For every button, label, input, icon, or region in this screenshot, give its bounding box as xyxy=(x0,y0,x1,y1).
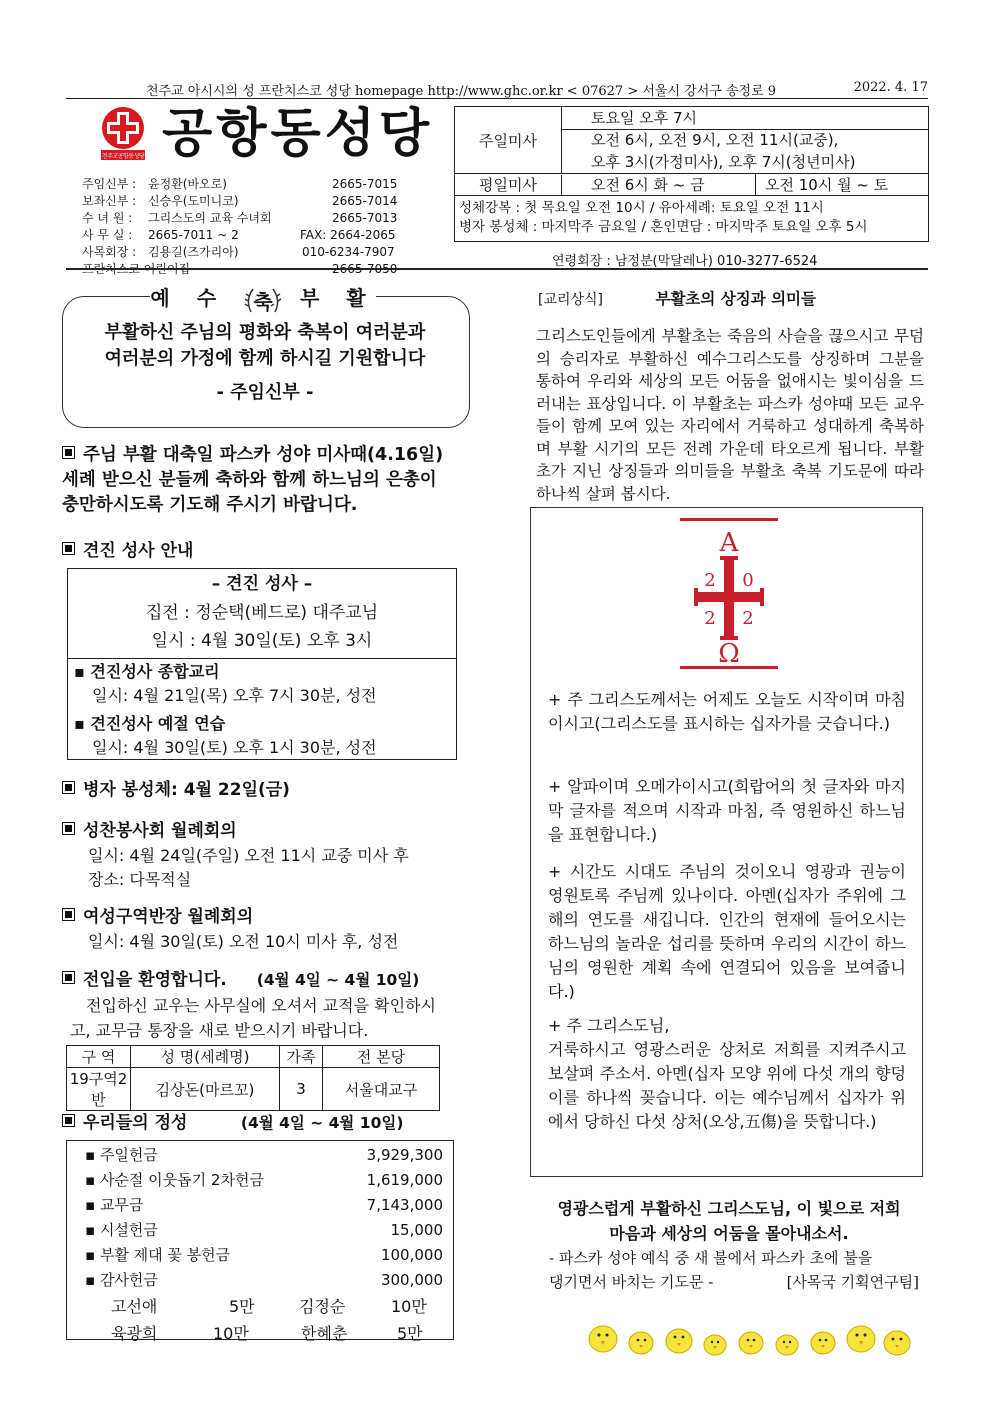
omega-glyph: Ω xyxy=(718,639,740,669)
catechism-heading xyxy=(538,287,816,309)
prayer-source: - 파스카 성야 예식 중 새 불에서 파스카 초에 불을 댕기면서 바치는 기도문 - [사목국 기획연구팀] xyxy=(549,1249,919,1291)
confirmation-box xyxy=(67,568,457,760)
alpha-glyph: A xyxy=(719,528,739,558)
offering-box xyxy=(66,1140,454,1343)
bullet-icon xyxy=(62,1114,75,1127)
choir-meeting: 성찬봉사회 월례회의 일시: 4월 24일(주일) 오전 11시 교중 미사 후 장소: 다목적실 xyxy=(62,818,462,892)
bullet-icon xyxy=(62,542,75,555)
easter-heading: 예 수 축 부 활 xyxy=(150,282,376,314)
transfer-table xyxy=(66,1045,440,1111)
donor-row: 육광희 10만 한혜춘 5만 xyxy=(111,1324,423,1343)
logo-text: 천주교공항동성당 xyxy=(101,153,145,160)
year-digit: 2 xyxy=(704,608,716,629)
sunday-mass-times: 토요일 오후 7시 오전 6시, 오전 9시, 오전 11시(교중), 오후 3시(가정미사), 오후 7시(청년미사) xyxy=(591,109,856,171)
confirmation-datetime: 일시 : 4월 30일(토) 오후 3시 xyxy=(151,631,373,651)
year-digit: 2 xyxy=(742,608,754,629)
paschal-cross-icon xyxy=(680,518,778,670)
chicks-decoration-icon xyxy=(583,1315,916,1357)
explanation-5: 거룩하시고 영광스러운 상처로 저희를 지켜주시고 보살펴 주소서. 아멘(십자 모양 위에 다섯 개의 향덩이를 하나씩 꽂습니다. 이는 예수님께서 십자가 위에서 당하신 다섯 상처(오상,五傷)을 뜻합니다.) xyxy=(548,1040,906,1131)
offering-item: ▪ 교무금 7,143,000 xyxy=(85,1196,443,1214)
easter-message: 부활하신 주님의 평화와 축복이 여러분과 여러분의 가정에 함께 하시길 기원합니다 - 주임신부 - xyxy=(104,322,426,403)
sick-communion: 병자 봉성체: 4월 22일(금) xyxy=(62,777,290,803)
confirmation-heading: 견진 성사 안내 xyxy=(62,538,193,564)
mass-schedule xyxy=(454,106,929,242)
association-contact: 연령회장 : 남정분(막달레나) 010-3277-6524 xyxy=(552,254,818,269)
catechism-tag: [교리상식] xyxy=(538,292,604,308)
explanation-2: + 알파이며 오메가이시고(희랍어의 첫 글자와 마지막 글자를 적으며 시작과 마침, 즉 영원하신 하느님을 표현합니다.) xyxy=(548,777,906,844)
offering-item: ▪ 감사헌금 300,000 xyxy=(85,1271,443,1289)
table-row: 19구역2반 김상돈(마르꼬) 3 서울대교구 xyxy=(67,1068,440,1111)
donor-row: 고선애 5만 김정순 10만 xyxy=(111,1297,427,1316)
confirmation-items: ▪ 견진성사 종합교리 일시: 4월 21일(목) 오후 7시 30분, 성전 ▪ 견진성사 예절 연습 일시: 4월 30일(토) 오후 1시 30분, 성전 xyxy=(74,662,377,757)
women-leaders-meeting: 여성구역반장 월례회의 일시: 4월 30일(토) 오전 10시 미사 후, 성전 xyxy=(62,904,462,954)
explanation-1: + 주 그리스도께서는 어제도 오늘도 시작이며 마침이시고(그리스도를 표시하는 십자가를 긋습니다.) xyxy=(548,690,906,733)
weekday-mass-label: 평일미사 xyxy=(455,175,562,195)
year-digit: 2 xyxy=(704,570,716,591)
laurel-icon: 축 xyxy=(243,286,283,314)
table-header-row: 구 역 성 명(세례명) 가족 전 본당 xyxy=(67,1046,440,1068)
bullet-icon xyxy=(62,908,75,921)
issue-date: 2022. 4. 17 xyxy=(853,80,928,95)
page-title: 공항동성당 xyxy=(162,104,434,164)
bullet-icon xyxy=(62,446,75,459)
offering-item: ▪ 부활 제대 꽃 봉헌금 100,000 xyxy=(85,1246,443,1264)
explanation-3: + 시간도 시대도 주님의 것이오니 영광과 권능이 영원토록 주님께 있나이다. 아멘(십자가 주위에 그해의 연도를 새깁니다. 인간의 현재에 들어오시는 하느님의 놀라운 섭리를 뜻하며 우리의 시간이 하느님의 영원한 계획 속에 연결되어 있음을 보여줍니다.) xyxy=(548,862,906,1001)
catechism-body: 그리스도인들에게 부활초는 죽음의 사슬을 끊으시고 무덤의 승리자로 부활하신 예수그리스도를 상징하며 그분을 통하여 우리와 세상의 모든 어둠을 없애시는 빛이심을 드러내는 표상입니다. 이 부활초는 파스카 성야때 모든 교우들이 함께 모여 있는 자리에서 거룩하고 성대하게 축복하며 부활 시기의 모든 전례 가운데 타오르게 됩니다. 부활초가 지닌 상징들과 의미들을 부활초 축복 기도문에 따라 하나씩 살펴 봅시다. xyxy=(536,327,924,503)
offering-item: ▪ 시설헌금 15,000 xyxy=(85,1221,443,1239)
catechism-title: 부활초의 상징과 의미들 xyxy=(655,290,817,308)
offering-item: ▪ 사순절 이웃돕기 2차헌금 1,619,000 xyxy=(85,1171,443,1189)
offering-item: ▪ 주일헌금 3,929,300 xyxy=(85,1146,443,1164)
confirmation-box-title: – 견진 성사 – xyxy=(211,574,313,594)
parish-info: 천주교 아시시의 성 프란치스코 성당 homepage http://www.ghc.or.kr < 07627 > 서울시 강서구 송정로 9 xyxy=(146,84,777,99)
weekday-mass-2: 오전 10시 월 ~ 토 xyxy=(765,176,889,194)
explanation-4: + 주 그리스도님, xyxy=(548,1016,670,1035)
year-digit: 0 xyxy=(742,570,754,591)
bullet-icon xyxy=(62,781,75,794)
confirmation-celebrant: 집전 : 정순택(베드로) 대주교님 xyxy=(145,603,379,623)
weekday-mass-1: 오전 6시 화 ~ 금 xyxy=(591,176,705,194)
sunday-mass-label: 주일미사 xyxy=(455,107,562,174)
top-rule xyxy=(66,98,928,99)
bullet-icon xyxy=(62,971,75,984)
baptism-notice: 주님 부활 대축일 파스카 성야 미사때(4.16일) 세례 받으신 분들께 축하와 함께 하느님의 은총이 충만하시도록 기도해 주시기 바랍니다. xyxy=(62,445,444,515)
easter-prayer: 영광스럽게 부활하신 그리스도님, 이 빛으로 저희 마음과 세상의 어둠을 몰아내소서. xyxy=(557,1199,901,1243)
welcome-section: 전입을 환영합니다. (4월 4일 ~ 4월 10일) 전입하신 교우는 사무실에 오셔서 교적을 확인하시 고, 교무금 통장을 새로 받으시기 바랍니다. xyxy=(62,967,462,1043)
sacrament-info: 성체강복 : 첫 목요일 오전 10시 / 유아세례: 토요일 오전 11시 병자 봉성체 : 마지막주 금요일 / 혼인면담 : 마지막주 토요일 오후 5시 xyxy=(459,200,868,235)
bullet-icon xyxy=(62,822,75,835)
offering-heading: 우리들의 정성 (4월 4일 ~ 4월 10일) xyxy=(62,1110,462,1136)
header-rule xyxy=(66,268,928,270)
